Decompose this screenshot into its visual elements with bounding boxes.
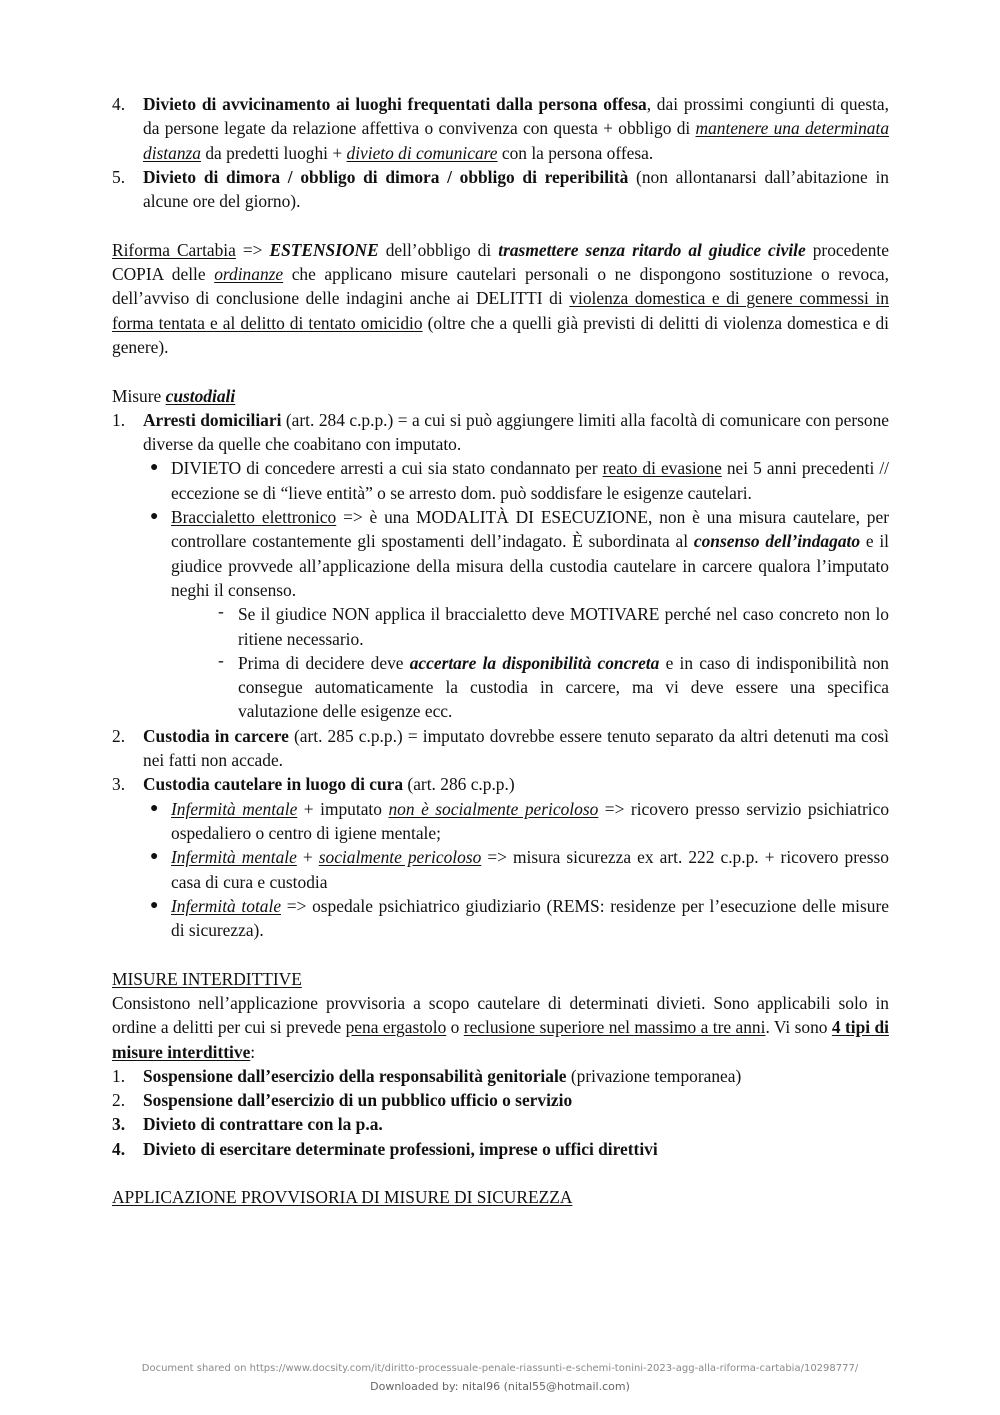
text: , dai prossimi congiunti di questa, da persone legate da relazione affettiva o convivenza con questa + obbligo di — [143, 94, 889, 139]
bold-italic-text: ESTENSIONE — [269, 239, 379, 260]
text: da predetti luoghi + — [200, 142, 347, 163]
italic-underlined-text: socialmente pericoloso — [318, 847, 482, 868]
dash-icon: - — [218, 649, 224, 670]
list-item — [112, 92, 889, 165]
bullet-icon: ● — [150, 800, 159, 816]
underlined-text: violenza domestica e di genere commessi in forma tentata e al delitto di tentato omicidio — [112, 288, 889, 333]
interdittive-paragraph — [112, 991, 889, 1064]
text: con la persona offesa. — [497, 142, 654, 163]
text: (oltre che a quelli già previsti di delitti di violenza domestica e di genere). — [112, 312, 890, 357]
italic-underlined-text: non è socialmente pericoloso — [388, 798, 599, 819]
text: e il giudice provvede all’applicazione della misura della custodia cautelare in carcere qualora l’imputato neghi il consenso. — [171, 531, 889, 600]
list-item — [112, 1137, 889, 1161]
riforma-cartabia-paragraph — [112, 238, 889, 359]
text: (art. 284 c.p.p.) = a cui si può aggiungere limiti alla facoltà di comunicare con persone diverse da quelle che coabitano con imputato. — [143, 409, 889, 455]
list-number: 4. — [112, 94, 126, 114]
bullet-item — [143, 894, 889, 943]
bold-italic-text: accertare la disponibilità concreta — [409, 652, 660, 673]
bold-italic-underlined-text: custodiali — [165, 385, 236, 406]
bold-text: Divieto di contrattare con la p.a. — [143, 1114, 383, 1135]
text: (non allontanarsi dall’abitazione in alcune ore del giorno). — [143, 166, 889, 212]
dash-list — [171, 602, 889, 723]
text: => ospedale psichiatrico giudiziario (REMS: residenze per l’esecuzione delle misure di sicurezza). — [171, 895, 889, 941]
bold-italic-text: consenso dell’indagato — [693, 531, 861, 552]
bold-underlined-text: 4 tipi di misure interdittive — [112, 1017, 889, 1062]
dash-icon: - — [218, 601, 224, 622]
text: Se il giudice NON applica il braccialetto deve MOTIVARE perché nel caso concreto non lo ritiene necessario. — [238, 604, 889, 649]
list-item — [112, 408, 889, 724]
list-item — [112, 1112, 889, 1136]
bold-text: Custodia in carcere — [143, 725, 289, 746]
list-number: 2. — [112, 725, 126, 746]
list-number: 1. — [112, 1065, 126, 1086]
text: => è una MODALITÀ DI ESECUZIONE, non è una misura cautelare, per controllare costantemente gli spostamenti dell’indagato. È subordinata al — [171, 507, 889, 552]
bullet-icon: ● — [150, 509, 159, 525]
document-page — [112, 92, 889, 1210]
list-number: 4. — [112, 1138, 126, 1159]
underlined-text: Braccialetto elettronico — [171, 507, 337, 528]
text: e in caso di indisponibilità non consegue automaticamente la custodia in carcere, ma vi deve essere una specifica valutazione delle esigenze ecc. — [238, 652, 889, 722]
bullet-item — [143, 456, 889, 505]
underlined-text: reclusione superiore nel massimo a tre anni — [463, 1017, 766, 1038]
text: Prima di decidere deve — [238, 652, 410, 673]
section-heading-interdittive — [112, 967, 889, 991]
italic-underlined-text: mantenere una determinata distanza — [143, 118, 890, 163]
list-misure-custodiali — [112, 408, 889, 943]
text: Consistono nell’applicazione provvisoria a scopo cautelare di determinati divieti. Sono applicabili solo in ordine a delitti per cui si prevede — [112, 992, 889, 1038]
underlined-text: MISURE INTERDITTIVE — [112, 968, 302, 989]
list-number: 5. — [112, 166, 126, 187]
bold-text: Sospensione dall’esercizio della responsabilità genitoriale — [143, 1065, 567, 1086]
list-item — [112, 165, 889, 214]
list-misure-interdittive — [112, 1064, 889, 1161]
text: dell’obbligo di — [378, 239, 499, 260]
text: + imputato — [297, 798, 389, 819]
bold-text: Divieto di dimora / obbligo di dimora / obbligo di reperibilità — [143, 166, 629, 187]
italic-underlined-text: Infermità mentale — [171, 847, 297, 868]
underlined-text: reato di evasione — [602, 458, 722, 479]
list-item — [112, 724, 889, 773]
bold-text: Arresti domiciliari — [143, 409, 282, 430]
bullet-list — [143, 797, 889, 943]
list-item — [112, 772, 889, 942]
bullet-icon: ● — [150, 849, 159, 865]
text: => — [235, 239, 270, 260]
text: + — [296, 847, 319, 868]
italic-underlined-text: Infermità totale — [171, 895, 282, 916]
text: nei 5 anni precedenti // eccezione se di “lieve entità” o se arresto dom. può soddisfare le esigenze cautelari. — [171, 458, 889, 503]
bullet-item — [143, 845, 889, 894]
text: Misure — [112, 385, 166, 406]
underlined-text: pena ergastolo — [345, 1017, 447, 1038]
footer-shared-on: Document shared on https://www.docsity.com/it/diritto-processuale-penale-riassunti-e-schemi-tonini-2023-agg-alla-riforma-cartabia/10298777/ — [141, 1363, 859, 1374]
list-number: 3. — [112, 1114, 126, 1135]
underlined-text: Riforma Cartabia — [112, 239, 236, 260]
list-number: 3. — [112, 774, 126, 795]
text: che applicano misure cautelari personali o ne dispongono sostituzione o revoca, dell’avviso di conclusione delle indagini anche ai DELITTI di — [112, 264, 889, 309]
footer-downloaded-by: Downloaded by: nital96 (nital55@hotmail.com) — [370, 1380, 630, 1393]
list-item — [112, 1064, 889, 1088]
section-heading-custodiali — [112, 384, 889, 408]
text: . Vi sono — [765, 1017, 832, 1038]
bullet-item — [143, 505, 889, 724]
bullet-list — [143, 456, 889, 723]
bullet-icon: ● — [150, 897, 159, 913]
italic-underlined-text: divieto di comunicare — [346, 142, 498, 163]
list-misure-coercitive — [112, 92, 889, 213]
bold-text: Divieto di avvicinamento ai luoghi frequentati dalla persona offesa — [143, 94, 647, 114]
text: (privazione temporanea) — [566, 1065, 742, 1086]
bullet-icon: ● — [150, 460, 159, 476]
text: => misura sicurezza ex art. 222 c.p.p. + ricovero presso casa di cura e custodia — [171, 847, 889, 892]
text: o — [446, 1017, 464, 1038]
text: => ricovero presso servizio psichiatrico ospedaliero o centro di igiene mentale; — [171, 798, 890, 843]
bold-text: Custodia cautelare in luogo di cura — [143, 774, 404, 795]
list-number: 2. — [112, 1090, 126, 1111]
bold-italic-text: trasmettere senza ritardo al giudice civile — [498, 239, 806, 260]
text: (art. 286 c.p.p.) — [403, 774, 515, 795]
bullet-item — [143, 797, 889, 846]
section-heading-sicurezza — [112, 1185, 889, 1209]
text: procedente COPIA delle — [112, 239, 889, 285]
italic-underlined-text: ordinanze — [214, 264, 284, 285]
text: (art. 285 c.p.p.) = imputato dovrebbe essere tenuto separato da altri detenuti ma così nei fatti non accade. — [143, 725, 890, 771]
underlined-text: APPLICAZIONE PROVVISORIA DI MISURE DI SICUREZZA — [112, 1187, 573, 1208]
italic-underlined-text: Infermità mentale — [171, 798, 298, 819]
text: DIVIETO di concedere arresti a cui sia stato condannato per — [171, 458, 603, 479]
bold-text: Divieto di esercitare determinate professioni, imprese o uffici direttivi — [143, 1138, 658, 1159]
text: : — [250, 1041, 256, 1062]
dash-item — [210, 602, 889, 651]
bold-text: Sospensione dall’esercizio di un pubblico ufficio o servizio — [143, 1090, 573, 1111]
dash-item — [210, 651, 889, 724]
list-item — [112, 1088, 889, 1112]
list-number: 1. — [112, 409, 126, 430]
